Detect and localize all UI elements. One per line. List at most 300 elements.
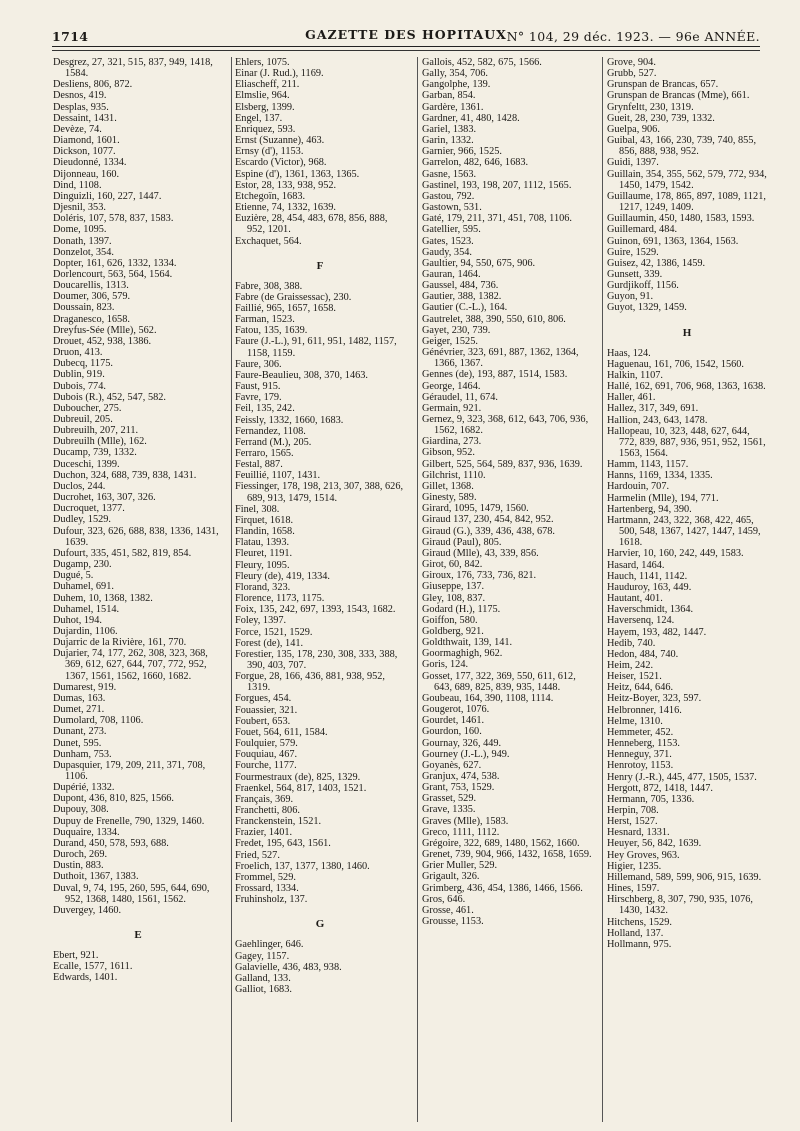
index-entry: Heuyer, 56, 842, 1639. <box>607 838 702 850</box>
index-entry: Gardner, 41, 480, 1428. <box>422 112 520 124</box>
index-entry: Fourmestraux (de), 825, 1329. <box>235 771 361 783</box>
index-entry: Franchetti, 806. <box>235 805 300 816</box>
index-entry: Duboucher, 275. <box>53 402 122 414</box>
index-entry: Giardina, 273. <box>422 436 482 448</box>
index-entry: Grosse, 461. <box>422 904 474 916</box>
index-entry: Hartenberg, 94, 390. <box>607 503 692 515</box>
index-entry: Dreyfus-Sée (Mlle), 562. <box>53 324 157 336</box>
index-entry: Dumarest, 919. <box>53 681 117 693</box>
index-entry: Hermann, 705, 1336. <box>607 793 695 805</box>
index-entry: Girot, 60, 842. <box>422 559 483 571</box>
index-entry: Desnos, 419. <box>53 90 107 102</box>
index-entry: Helbronner, 1416. <box>607 704 682 716</box>
index-entry: Fleuret, 1191. <box>235 548 293 560</box>
index-entry: Gangolphe, 139. <box>422 79 491 91</box>
index-entry: Haas, 124. <box>607 347 651 359</box>
issue-info: N° 104, 29 déc. 1923. — 96e ANNÉE. <box>506 29 760 44</box>
index-entry: Grousse, 1153. <box>422 916 484 928</box>
index-entry: Harvier, 10, 160, 242, 449, 1583. <box>607 548 744 560</box>
index-entry: Gatellier, 595. <box>422 224 481 236</box>
index-entry: Hedib, 740. <box>607 637 656 649</box>
index-entry: Gagey, 1157. <box>235 950 290 962</box>
index-entry: Hartmann, 243, 322, 368, 422, 465, 500, 548, 1367, 1427, 1447, 1459, 1618. <box>607 514 761 549</box>
index-entry: Exchaquet, 564. <box>235 235 302 247</box>
index-entry: Harmelin (Mlle), 194, 771. <box>607 492 719 504</box>
index-entry: Frossard, 1334. <box>235 883 299 895</box>
index-entry: Hallez, 317, 349, 691. <box>607 403 699 415</box>
index-entry: Gally, 354, 706. <box>422 68 488 80</box>
index-entry: Hardouin, 707. <box>607 481 670 493</box>
page-header <box>52 14 760 44</box>
index-entry: Doléris, 107, 578, 837, 1583. <box>53 213 174 225</box>
header-rule-thick <box>52 46 760 47</box>
index-entry: Goormaghigh, 962. <box>422 648 503 660</box>
index-entry: Fernandez, 1108. <box>235 425 306 437</box>
index-entry: Hirschberg, 8, 307, 790, 935, 1076, 1430, 1432. <box>607 894 753 917</box>
index-entry: Gourney (J.-L.), 949. <box>422 748 510 760</box>
index-entry: Gastou, 792. <box>422 190 475 202</box>
index-entry: Duthoit, 1367, 1383. <box>53 871 139 883</box>
index-entry: Girard, 1095, 1479, 1560. <box>422 503 529 515</box>
index-entry: Henrotoy, 1153. <box>607 760 674 772</box>
index-entry: Guillaumin, 450, 1480, 1583, 1593. <box>607 213 755 225</box>
index-entry: Dijonneau, 160. <box>53 168 120 180</box>
index-entry: Galavielle, 436, 483, 938. <box>235 961 342 973</box>
index-entry: Faillié, 965, 1657, 1658. <box>235 302 336 314</box>
index-entry: Feuillié, 1107, 1431. <box>235 470 321 482</box>
index-entry: Foubert, 653. <box>235 715 291 727</box>
index-entry: Gariel, 1383. <box>422 123 477 135</box>
index-entry: Faure (J.-L.), 91, 611, 951, 1482, 1157, 1158, 1159. <box>235 336 397 359</box>
index-entry: Giraud 137, 230, 454, 842, 952. <box>422 514 554 526</box>
index-column-3 <box>422 57 592 1127</box>
index-entry: Heiser, 1521. <box>607 671 662 683</box>
index-entry: Grunspan de Brancas (Mme), 661. <box>607 90 750 102</box>
index-entry: Giuseppe, 137. <box>422 581 485 593</box>
index-entry: Dudley, 1529. <box>53 514 111 526</box>
index-entry: Dupont, 436, 810, 825, 1566. <box>53 793 174 805</box>
index-entry: Giroux, 176, 733, 736, 821. <box>422 570 537 582</box>
index-entry: Frommel, 529. <box>235 871 296 883</box>
index-entry: Gardère, 1361. <box>422 101 484 113</box>
index-entry: Hallé, 162, 691, 706, 968, 1363, 1638. <box>607 381 766 393</box>
index-entry: Dugué, 5. <box>53 570 94 582</box>
index-entry: Fruhinsholz, 137. <box>235 894 308 906</box>
index-entry: Firquet, 1618. <box>235 514 294 526</box>
index-column-4 <box>607 57 767 1127</box>
index-entry: Duval, 9, 74, 195, 260, 595, 644, 690, 952, 1368, 1480, 1561, 1562. <box>53 882 210 905</box>
index-entry: Gaté, 179, 211, 371, 451, 708, 1106. <box>422 213 572 225</box>
index-entry: Guire, 1529. <box>607 246 659 258</box>
index-entry: Einar (J. Rud.), 1169. <box>235 68 324 80</box>
index-entry: Gourdon, 160. <box>422 726 482 738</box>
index-entry: Ernsy (d'), 1153. <box>235 146 304 158</box>
index-entry: Gasne, 1563. <box>422 168 477 180</box>
section-letter: F <box>316 259 324 272</box>
index-entry: Holland, 137. <box>607 927 664 939</box>
index-entry: Feissly, 1332, 1660, 1683. <box>235 414 344 426</box>
index-entry: Doumer, 306, 579. <box>53 291 131 303</box>
index-entry: Gaudy, 354. <box>422 246 472 258</box>
index-entry: Eliascheff, 211. <box>235 79 300 91</box>
index-entry: Dufourt, 335, 451, 582, 819, 854. <box>53 547 192 559</box>
index-entry: Heitz, 644, 646. <box>607 682 674 694</box>
index-entry: Gates, 1523. <box>422 235 474 247</box>
index-entry: Fleury (de), 419, 1334. <box>235 570 330 582</box>
index-entry: Grave, 1335. <box>422 804 476 816</box>
index-entry: Gallois, 452, 582, 675, 1566. <box>422 57 542 68</box>
index-entry: Donath, 1397. <box>53 235 112 247</box>
index-entry: Guillaume, 178, 865, 897, 1089, 1121, 1217, 1249, 1409. <box>607 190 766 214</box>
index-entry: Dickson, 1077. <box>53 146 116 158</box>
index-entry: Heitz-Boyer, 323, 597. <box>607 693 702 705</box>
index-entry: Dujarric de la Rivière, 161, 770. <box>53 637 187 649</box>
index-entry: Guibal, 43, 166, 230, 739, 740, 855, 856, 888, 938, 952. <box>607 135 757 158</box>
index-entry: Gurdjikoff, 1156. <box>607 280 679 292</box>
index-entry: Gunsett, 339. <box>607 268 663 280</box>
index-entry: Dind, 1108. <box>53 179 102 191</box>
index-entry: Duclos, 244. <box>53 480 106 492</box>
index-entry: Gaultier, 94, 550, 675, 906. <box>422 257 536 269</box>
index-entry: Fleury, 1095. <box>235 559 290 571</box>
index-entry: Dubois (R.), 452, 547, 582. <box>53 391 166 403</box>
index-entry: Fraenkel, 564, 817, 1403, 1521. <box>235 782 367 794</box>
index-entry: Foley, 1397. <box>235 615 287 627</box>
index-entry: Henneberg, 1153. <box>607 738 680 750</box>
index-entry: Hergott, 872, 1418, 1447. <box>607 782 713 794</box>
index-entry: Duhamel, 1514. <box>53 603 120 615</box>
index-entry: Farman, 1523. <box>235 314 295 326</box>
index-entry: Forest (de), 141. <box>235 637 304 649</box>
index-entry: Enriquez, 593. <box>235 123 296 135</box>
index-entry: Gougerot, 1076. <box>422 704 490 716</box>
index-entry: Engel, 137. <box>235 112 283 124</box>
index-entry: Duvergey, 1460. <box>53 904 122 916</box>
index-entry: Guelpa, 906. <box>607 123 660 135</box>
index-entry: Flandin, 1658. <box>235 526 295 538</box>
index-entry: Guisez, 42, 1386, 1459. <box>607 257 706 269</box>
index-entry: Garnier, 966, 1525. <box>422 146 502 158</box>
index-entry: Ducrohet, 163, 307, 326. <box>53 492 156 504</box>
index-entry: Dujarier, 74, 177, 262, 308, 323, 368, 369, 612, 627, 644, 707, 772, 952, 1367, 1561, 1562, 1660, 1682. <box>53 648 208 682</box>
section-letter: H <box>682 326 692 339</box>
index-entry: Duquaire, 1334. <box>53 826 120 838</box>
index-entry: Grunspan de Brancas, 657. <box>607 79 719 91</box>
index-entry: Garban, 854. <box>422 90 476 102</box>
index-entry: Dubreuilh (Mlle), 162. <box>53 436 147 448</box>
index-entry: Dunant, 273. <box>53 726 107 738</box>
index-entry: Hollmann, 975. <box>607 938 672 950</box>
index-entry: Galland, 133. <box>235 972 291 984</box>
index-entry: Franckenstein, 1521. <box>235 816 322 828</box>
index-entry: Duhamel, 691. <box>53 581 114 593</box>
index-entry: Germain, 921. <box>422 402 482 414</box>
index-entry: Fouassier, 321. <box>235 704 298 716</box>
index-entry: Duroch, 269. <box>53 849 108 861</box>
index-columns <box>50 57 765 1127</box>
index-entry: Dupuy de Frenelle, 790, 1329, 1460. <box>53 815 205 827</box>
index-entry: Génévrier, 323, 691, 887, 1362, 1364, 1366, 1367. <box>422 347 579 370</box>
index-entry: Hey Groves, 963. <box>607 849 680 861</box>
index-entry: Feil, 135, 242. <box>235 403 295 415</box>
index-entry: Gautier, 388, 1382. <box>422 291 502 303</box>
index-entry: Druon, 413. <box>53 347 103 359</box>
index-entry: Grier Muller, 529. <box>422 860 498 872</box>
index-entry: Frazier, 1401. <box>235 827 293 839</box>
index-entry: Ducroquet, 1377. <box>53 503 125 515</box>
index-entry: Gilbert, 525, 564, 589, 837, 936, 1639. <box>422 458 583 470</box>
index-entry: Fredet, 195, 643, 1561. <box>235 838 331 850</box>
index-entry: Goldberg, 921. <box>422 625 484 637</box>
index-entry: Higier, 1235. <box>607 860 662 872</box>
index-entry: Grenet, 739, 904, 966, 1432, 1658, 1659. <box>422 849 592 861</box>
index-entry: Forgues, 454. <box>235 693 292 705</box>
index-entry: Gautier (C.-L.), 164. <box>422 302 508 314</box>
index-entry: Elmslie, 964. <box>235 90 290 102</box>
index-entry: Fourche, 1177. <box>235 760 297 772</box>
index-entry: Dustin, 883. <box>53 860 104 872</box>
index-entry: Herpin, 708. <box>607 805 659 816</box>
index-entry: Fried, 527. <box>235 849 280 861</box>
index-entry: Dublin, 919. <box>53 369 105 381</box>
index-entry: Ginesty, 589. <box>422 492 477 504</box>
index-entry: Dupasquier, 179, 209, 211, 371, 708, 1106. <box>53 759 206 782</box>
index-entry: Hauch, 1141, 1142. <box>607 570 688 582</box>
index-entry: Ernst (Suzanne), 463. <box>235 135 325 147</box>
index-entry: Dunet, 595. <box>53 737 102 749</box>
index-entry: Grubb, 527. <box>607 68 657 80</box>
journal-title: GAZETTE DES HOPITAUX <box>305 27 507 42</box>
index-entry: Dupérié, 1332. <box>53 782 115 794</box>
index-entry: Dupouy, 308. <box>53 804 109 816</box>
index-entry: Dorlencourt, 563, 564, 1564. <box>53 268 173 280</box>
index-entry: Fatou, 135, 1639. <box>235 325 308 337</box>
index-entry: Dunham, 753. <box>53 748 112 760</box>
index-entry: Duhem, 10, 1368, 1382. <box>53 592 153 604</box>
index-entry: Grimberg, 436, 454, 1386, 1466, 1566. <box>422 882 583 894</box>
index-entry: Florand, 323. <box>235 581 291 593</box>
index-entry: Dumas, 163. <box>53 692 106 704</box>
index-entry: Hauduroy, 163, 449. <box>607 581 692 593</box>
index-entry: Doussain, 823. <box>53 302 115 314</box>
index-entry: Dopter, 161, 626, 1332, 1334. <box>53 257 177 269</box>
index-entry: Gillet, 1368. <box>422 480 474 492</box>
index-entry: Ferraro, 1565. <box>235 448 294 459</box>
index-entry: Fouquiau, 467. <box>235 749 298 761</box>
index-entry: Duhot, 194. <box>53 614 102 626</box>
index-entry: Gayet, 230, 739. <box>422 324 491 336</box>
index-entry: Henneguy, 371. <box>607 749 672 761</box>
index-entry: Dubecq, 1175. <box>53 358 113 370</box>
index-entry: Dome, 1095. <box>53 224 107 236</box>
index-entry: Desplas, 935. <box>53 101 109 113</box>
index-entry: Herst, 1527. <box>607 816 658 828</box>
index-entry: Gibson, 952. <box>422 447 475 459</box>
index-entry: Gourdet, 1461. <box>422 715 485 727</box>
index-entry: Gournay, 326, 449. <box>422 737 502 749</box>
index-entry: Dugamp, 230. <box>53 559 112 571</box>
index-entry: Goyanès, 627. <box>422 759 482 771</box>
index-entry: Festal, 887. <box>235 459 283 471</box>
index-entry: Gastinel, 193, 198, 207, 1112, 1565. <box>422 179 572 191</box>
index-entry: Hasard, 1464. <box>607 559 665 571</box>
index-entry: Diamond, 1601. <box>53 135 120 147</box>
index-entry: Flatau, 1393. <box>235 537 290 549</box>
index-entry: Granjux, 474, 538. <box>422 771 500 782</box>
index-entry: Greco, 1111, 1112. <box>422 826 500 838</box>
index-entry: Duchon, 324, 688, 739, 838, 1431. <box>53 469 197 481</box>
index-entry: Gastown, 531. <box>422 202 482 214</box>
index-entry: Hallion, 243, 643, 1478. <box>607 414 708 426</box>
index-entry: Goubeau, 164, 390, 1108, 1114. <box>422 692 554 704</box>
index-entry: Donzelot, 354. <box>53 246 114 258</box>
index-entry: Ecalle, 1577, 1611. <box>53 961 133 973</box>
index-entry: Garin, 1332. <box>422 135 474 147</box>
index-entry: Henry (J.-R.), 445, 477, 1505, 1537. <box>607 771 757 783</box>
index-entry: Fouet, 564, 611, 1584. <box>235 726 328 738</box>
index-entry: Florence, 1173, 1175. <box>235 593 325 605</box>
index-entry: Dufour, 323, 626, 688, 838, 1336, 1431, 1639. <box>53 525 219 548</box>
index-entry: Giraud (G.), 339, 436, 438, 678. <box>422 525 555 537</box>
index-entry: Etienne, 74, 1332, 1639. <box>235 202 336 214</box>
index-entry: Fabre (de Graissessac), 230. <box>235 291 352 303</box>
index-entry: Gernez, 9, 323, 368, 612, 643, 706, 936, 1562, 1682. <box>422 414 589 437</box>
index-entry: Dessaint, 1431. <box>53 112 117 124</box>
index-entry: Guinon, 691, 1363, 1364, 1563. <box>607 235 739 247</box>
index-entry: Gennes (de), 193, 887, 1514, 1583. <box>422 369 568 381</box>
index-entry: Hanns, 1169, 1334, 1335. <box>607 470 713 482</box>
index-entry: Faust, 915. <box>235 381 281 393</box>
index-entry: Hedon, 484, 740. <box>607 648 679 660</box>
index-entry: Dumet, 271. <box>53 704 105 716</box>
index-entry: Gauran, 1464. <box>422 268 481 280</box>
index-entry: Halkin, 1107. <box>607 369 663 381</box>
index-entry: Goris, 124. <box>422 659 469 671</box>
index-entry: Forestier, 135, 178, 230, 308, 333, 388, 390, 403, 707. <box>235 648 398 671</box>
index-entry: Grigault, 326. <box>422 871 480 883</box>
index-entry: Espine (d'), 1361, 1363, 1365. <box>235 168 360 180</box>
index-entry: Hemmeter, 452. <box>607 726 674 738</box>
index-entry: Grove, 904. <box>607 57 656 68</box>
index-entry: Guidi, 1397. <box>607 157 659 169</box>
index-entry: Grégoire, 322, 689, 1480, 1562, 1660. <box>422 837 580 849</box>
index-entry: Fiessinger, 178, 198, 213, 307, 388, 626, 689, 913, 1479, 1514. <box>235 481 404 504</box>
index-entry: Goldthwait, 139, 141. <box>422 637 513 649</box>
index-entry: Hillemand, 589, 599, 906, 915, 1639. <box>607 871 762 883</box>
index-entry: Ferrand (M.), 205. <box>235 436 312 448</box>
index-entry: Grynfeltt, 230, 1319. <box>607 101 694 113</box>
index-entry: Estor, 28, 133, 938, 952. <box>235 179 337 191</box>
header-rule-thin <box>52 50 760 51</box>
index-entry: Ducamp, 739, 1332. <box>53 447 137 459</box>
index-entry: Force, 1521, 1529. <box>235 626 313 638</box>
index-entry: Escardo (Victor), 968. <box>235 157 327 169</box>
index-entry: Desgrez, 27, 321, 515, 837, 949, 1418, 1584. <box>53 57 213 80</box>
index-entry: Dubreuilh, 207, 211. <box>53 425 139 437</box>
index-entry: Geiger, 1525. <box>422 335 478 347</box>
index-entry: Ehlers, 1075. <box>235 57 290 68</box>
index-entry: Gros, 646. <box>422 893 466 905</box>
index-entry: Hallopeau, 10, 323, 448, 627, 644, 772, 839, 887, 936, 951, 952, 1561, 1563, 1564. <box>607 425 766 459</box>
index-entry: Haller, 461. <box>607 392 656 404</box>
section-letter: G <box>315 918 325 931</box>
index-entry: Devèze, 74. <box>53 123 102 135</box>
index-entry: Gaehlinger, 646. <box>235 939 304 951</box>
index-entry: Gilchrist, 1110. <box>422 469 486 481</box>
index-entry: Guyon, 91. <box>607 291 654 303</box>
index-entry: Ebert, 921. <box>53 950 99 962</box>
index-entry: Hitchens, 1529. <box>607 916 672 928</box>
index-entry: Dujardin, 1106. <box>53 625 118 637</box>
page-number: 1714 <box>52 29 89 44</box>
index-entry: Durand, 450, 578, 593, 688. <box>53 837 169 849</box>
index-entry: Guillemard, 484. <box>607 224 678 236</box>
index-entry: Faure, 306. <box>235 358 282 370</box>
index-entry: Haverschmidt, 1364. <box>607 604 694 616</box>
index-entry: Hines, 1597. <box>607 883 660 895</box>
index-entry: Graves (Mlle), 1583. <box>422 815 509 827</box>
index-entry: Elsberg, 1399. <box>235 101 295 113</box>
index-entry: Dubois, 774. <box>53 380 106 392</box>
index-entry: Galliot, 1683. <box>235 984 292 996</box>
index-entry: Dumolard, 708, 1106. <box>53 715 144 727</box>
index-entry: Heim, 242. <box>607 659 654 671</box>
index-entry: Finel, 308. <box>235 503 280 515</box>
index-entry: Drouet, 452, 938, 1386. <box>53 335 152 347</box>
index-entry: Foulquier, 579. <box>235 738 298 750</box>
index-entry: Dinguizli, 160, 227, 1447. <box>53 190 162 202</box>
index-entry: Hayem, 193, 482, 1447. <box>607 626 707 638</box>
index-entry: Gaussel, 484, 736. <box>422 280 499 292</box>
index-entry: Etchegoïn, 1683. <box>235 190 306 202</box>
index-entry: Goiffon, 580. <box>422 614 478 626</box>
index-entry: Draganesco, 1658. <box>53 313 130 325</box>
index-entry: Français, 369. <box>235 793 294 805</box>
index-entry: Guillain, 354, 355, 562, 579, 772, 934, 1450, 1479, 1542. <box>607 168 767 191</box>
index-entry: Foix, 135, 242, 697, 1393, 1543, 1682. <box>235 604 396 616</box>
index-entry: Giraud (Mlle), 43, 339, 856. <box>422 547 539 559</box>
index-entry: George, 1464. <box>422 380 481 392</box>
index-entry: Dieudonné, 1334. <box>53 157 127 169</box>
index-entry: Haversenq, 124. <box>607 615 675 627</box>
index-entry: Garrelon, 482, 646, 1683. <box>422 157 529 169</box>
index-entry: Gley, 108, 837. <box>422 592 486 604</box>
index-entry: Hautant, 401. <box>607 593 663 605</box>
index-entry: Doucarellis, 1313. <box>53 280 129 292</box>
index-entry: Dubreuil, 205. <box>53 414 113 425</box>
index-entry: Grasset, 529. <box>422 793 477 805</box>
index-entry: Helme, 1310. <box>607 715 663 727</box>
index-entry: Gosset, 177, 322, 369, 550, 611, 612, 643, 689, 825, 839, 935, 1448. <box>422 670 576 693</box>
index-entry: Géraudel, 11, 674. <box>422 391 498 403</box>
index-entry: Djesnil, 353. <box>53 202 106 214</box>
index-entry: Gautrelet, 388, 390, 550, 610, 806. <box>422 313 566 325</box>
index-entry: Gueit, 28, 230, 739, 1332. <box>607 112 715 124</box>
index-entry: Froelich, 137, 1377, 1380, 1460. <box>235 860 370 872</box>
index-entry: Haguenau, 161, 706, 1542, 1560. <box>607 358 744 370</box>
index-entry: Grant, 753, 1529. <box>422 782 495 794</box>
index-column-2 <box>235 57 405 1127</box>
index-entry: Giraud (Paul), 805. <box>422 536 502 548</box>
index-entry: Duceschi, 1399. <box>53 458 120 470</box>
index-entry: Hamm, 1143, 1157. <box>607 459 689 471</box>
section-letter: E <box>134 929 142 942</box>
index-entry: Godard (H.), 1175. <box>422 603 501 615</box>
index-entry: Guyot, 1329, 1459. <box>607 302 687 314</box>
index-entry: Faure-Beaulieu, 308, 370, 1463. <box>235 369 368 381</box>
index-entry: Forgue, 28, 166, 436, 881, 938, 952, 1319. <box>235 671 385 694</box>
index-entry: Favre, 179. <box>235 392 282 404</box>
